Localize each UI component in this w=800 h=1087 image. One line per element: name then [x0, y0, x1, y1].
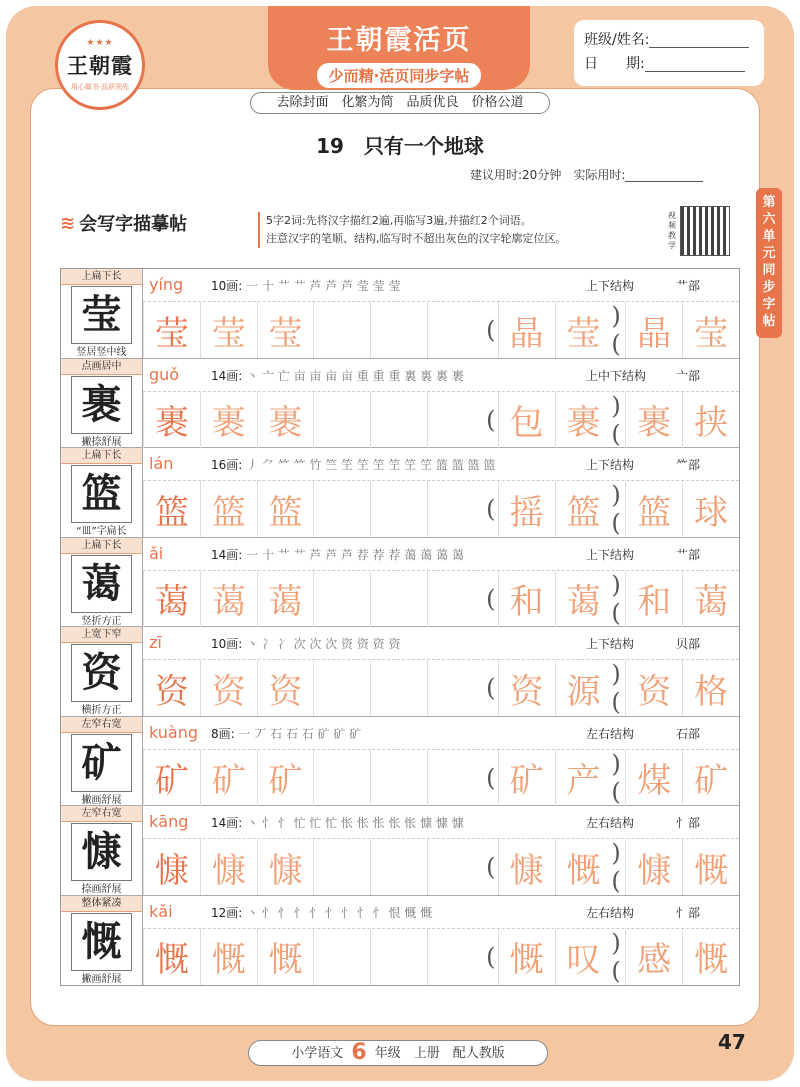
practice-cells [143, 659, 739, 716]
write-cell[interactable] [370, 660, 427, 716]
pinyin: guǒ [149, 364, 180, 384]
structure: 上下结构 [586, 547, 635, 562]
stroke-sequence: 丶 忄 忄 忄 忄 忄 忄 忄 忄 恨 慨 慨 [246, 905, 433, 920]
trace-cell[interactable]: 莹 [257, 302, 314, 358]
trace-cell[interactable]: 蔼 [143, 571, 200, 627]
qr-code-icon[interactable] [680, 206, 730, 256]
time-label: 建议用时:20分钟 实际用时: [470, 168, 626, 182]
tip-top: 上扁下长 [61, 448, 142, 464]
trace-cell[interactable]: 裹 [200, 392, 257, 448]
tip-top: 点画居中 [61, 359, 142, 375]
tip-bottom: 撇画舒展 [81, 794, 122, 806]
tip-top: 上扁下长 [61, 269, 142, 285]
pinyin: zī [149, 633, 162, 652]
trace-cell[interactable]: 莹 [200, 302, 257, 358]
char-guide [61, 448, 143, 537]
structure: 上下结构 [586, 279, 635, 293]
trace-cell[interactable]: 篮 [257, 481, 314, 537]
word-cell[interactable]: 慨 [682, 929, 739, 985]
stroke-info [211, 814, 741, 831]
trace-cell[interactable]: 慨 [143, 929, 200, 985]
word-cell[interactable]: 源 [555, 660, 612, 716]
word-cell[interactable]: 资 [498, 660, 555, 716]
radical: 艹部 [676, 547, 701, 562]
paren: ( [486, 853, 496, 881]
pinyin: kuàng [149, 722, 199, 742]
trace-cell[interactable]: 资 [143, 660, 200, 716]
stroke-count: 8画: [211, 726, 235, 741]
write-cell[interactable] [370, 571, 427, 627]
word-cell[interactable]: 包 [498, 392, 555, 448]
brand-subtitle: 少而精·活页同步字帖 [317, 63, 482, 88]
paren: )( [611, 302, 621, 358]
word-cell[interactable]: 裹 [625, 392, 682, 448]
stroke-info [211, 904, 741, 921]
footer-grade-label: 年级 上册 配人教版 [374, 1046, 505, 1061]
trace-cell[interactable]: 裹 [257, 392, 314, 448]
model-char: 莹 [71, 286, 132, 344]
stroke-count: 10画: [211, 637, 243, 651]
paren: ( [486, 942, 496, 971]
table-row [61, 806, 739, 896]
paren: )( [611, 749, 621, 806]
footer-subject: 小学语文 [291, 1046, 344, 1061]
paren: ( [486, 316, 496, 344]
model-char: 蔼 [71, 555, 132, 613]
write-cell[interactable] [313, 929, 370, 985]
write-cell[interactable] [427, 929, 484, 985]
paren: )( [611, 660, 621, 716]
write-cell[interactable] [370, 929, 427, 985]
logo [55, 20, 145, 110]
tip-top: 上扁下长 [61, 538, 142, 554]
trace-cell[interactable]: 矿 [257, 750, 314, 806]
write-cell[interactable] [370, 481, 427, 537]
write-cell[interactable] [427, 839, 484, 895]
paren: )( [611, 839, 621, 895]
trace-cell[interactable]: 慨 [257, 929, 314, 985]
pinyin: lán [149, 454, 174, 473]
trace-cell[interactable]: 慷 [143, 839, 200, 895]
date-label: 日 期: [584, 56, 645, 72]
model-char: 篮 [71, 465, 132, 523]
word-cell[interactable]: 叹 [555, 929, 612, 985]
side-tab: 第六单元同步字帖 [756, 188, 782, 338]
stroke-sequence: 一 十 艹 艹 芦 芦 芦 莹 莹 莹 [246, 279, 401, 293]
pinyin: kāng [149, 812, 189, 831]
char-guide [61, 269, 143, 358]
structure: 左右结构 [586, 905, 635, 920]
tip-bottom: 竖居竖中线 [76, 347, 127, 358]
instruction-line-2: 注意汉字的笔顺、结构,临写时不超出灰色的汉字轮廓定位区。 [266, 232, 567, 245]
write-cell[interactable] [427, 571, 484, 627]
section-title: 会写字描摹帖 [79, 214, 188, 235]
table-row [61, 269, 739, 359]
trace-cell[interactable]: 慷 [200, 839, 257, 895]
stroke-info [211, 277, 741, 294]
word-cell[interactable]: 格 [682, 660, 739, 716]
structure: 左右结构 [586, 726, 635, 741]
stroke-count: 14画: [211, 368, 243, 383]
write-cell[interactable] [313, 481, 370, 537]
footer-bar [248, 1040, 548, 1066]
write-cell[interactable] [313, 750, 370, 806]
char-guide [61, 717, 143, 806]
word-cell[interactable]: 慨 [498, 929, 555, 985]
table-row [61, 359, 739, 449]
stroke-sequence: 一 十 艹 艹 芦 芦 芦 荐 荐 荐 蔼 蔼 蔼 蔼 [246, 547, 464, 562]
practice-cells [143, 749, 739, 806]
tip-bottom: 竖折方正 [81, 615, 122, 627]
structure: 上下结构 [586, 458, 635, 472]
practice-cells [143, 301, 739, 358]
trace-cell[interactable]: 裹 [143, 392, 200, 448]
word-cell[interactable]: 和 [625, 571, 682, 627]
radical: 贝部 [676, 637, 701, 651]
table-row [61, 448, 739, 538]
qr-label: 视频教学 [668, 211, 676, 250]
practice-cells [143, 838, 739, 895]
word-cell[interactable]: 莹 [682, 302, 739, 358]
char-guide [61, 896, 143, 986]
paren: )( [611, 570, 621, 627]
word-cell[interactable]: 慷 [625, 839, 682, 895]
model-char: 慷 [71, 823, 132, 881]
stroke-sequence: 丶 亠 亡 亩 亩 亩 亩 重 重 重 裏 裏 裏 裹 [246, 368, 464, 383]
instruction-line-1: 5字2词:先将汉字描红2遍,再临写3遍,并描红2个词语。 [266, 214, 532, 227]
page-number: 47 [718, 1030, 746, 1054]
pinyin: kǎi [149, 901, 173, 921]
tip-top: 整体紧凑 [61, 896, 142, 912]
stroke-sequence: 丶 忄 忄 忙 忙 忙 怅 怅 怅 怅 怅 慷 慷 慷 [246, 816, 464, 830]
word-cell[interactable]: 篮 [625, 481, 682, 537]
tip-bottom: 横折方正 [81, 705, 122, 716]
write-cell[interactable] [313, 392, 370, 448]
word-cell[interactable]: 煤 [625, 750, 682, 806]
practice-cells [143, 570, 739, 627]
stroke-count: 14画: [211, 547, 243, 562]
write-cell[interactable] [427, 392, 484, 448]
model-char: 矿 [71, 734, 132, 792]
write-cell[interactable] [427, 660, 484, 716]
word-cell[interactable]: 晶 [625, 302, 682, 358]
char-guide [61, 627, 143, 716]
stroke-info [211, 725, 741, 742]
word-cell[interactable]: 和 [498, 571, 555, 627]
model-char: 裹 [71, 376, 132, 434]
word-cell[interactable]: 矿 [498, 750, 555, 806]
char-guide [61, 359, 143, 448]
pinyin: ǎi [149, 543, 164, 563]
word-cell[interactable]: 慨 [555, 839, 612, 895]
write-cell[interactable] [427, 302, 484, 358]
date-blank[interactable] [645, 56, 745, 72]
paren: )( [611, 481, 621, 537]
class-label: 班级/姓名: [584, 32, 650, 48]
stroke-info [211, 456, 741, 473]
stroke-info [211, 546, 741, 563]
paren: )( [611, 928, 621, 985]
paren: ( [486, 674, 496, 702]
trace-cell[interactable]: 蔼 [257, 571, 314, 627]
tip-bottom: 捺画舒展 [81, 884, 122, 895]
word-cell[interactable]: 矿 [682, 750, 739, 806]
table-row [61, 896, 739, 986]
paren: ( [486, 763, 496, 792]
tip-bottom: “皿”字扁长 [76, 526, 127, 537]
radical: 艹部 [676, 279, 701, 293]
stroke-sequence: 丶 冫 冫 次 次 次 资 资 资 资 [246, 637, 401, 651]
tip-top: 左窄右宽 [61, 806, 142, 822]
stroke-info [211, 635, 741, 652]
structure: 左右结构 [586, 816, 635, 830]
footer-grade: 6 [351, 1040, 367, 1065]
logo-text: 王朝霞 [67, 53, 133, 78]
write-cell[interactable] [427, 481, 484, 537]
star-icon: ★★★ [86, 38, 114, 48]
stroke-sequence: 丿 ⺈ ⺮ ⺮ 竹 竺 笁 笁 笁 笁 笁 笁 篮 篮 篮 篮 [246, 458, 496, 472]
stroke-info [211, 367, 741, 384]
write-cell[interactable] [370, 750, 427, 806]
radical: 忄部 [676, 905, 701, 920]
write-cell[interactable] [370, 392, 427, 448]
section-header [60, 210, 187, 236]
model-char: 慨 [71, 913, 132, 971]
time-bar [470, 166, 703, 183]
word-cell[interactable]: 球 [682, 481, 739, 537]
stroke-count: 14画: [211, 816, 243, 830]
trace-cell[interactable]: 资 [257, 660, 314, 716]
lesson-title: 19 只有一个地球 [316, 134, 484, 158]
word-cell[interactable]: 资 [625, 660, 682, 716]
table-row [61, 627, 739, 717]
trace-cell[interactable]: 蔼 [200, 571, 257, 627]
tip-top: 左窄右宽 [61, 717, 142, 733]
word-cell[interactable]: 篮 [555, 481, 612, 537]
radical: ⺮部 [676, 458, 701, 472]
trace-cell[interactable]: 莹 [143, 302, 200, 358]
trace-cell[interactable]: 慷 [257, 839, 314, 895]
class-name-blank[interactable] [649, 32, 749, 48]
radical: 亠部 [676, 368, 701, 383]
slogan: 去除封面 化繁为简 品质优良 价格公道 [250, 92, 550, 114]
trace-cell[interactable]: 慨 [200, 929, 257, 985]
word-cell[interactable]: 产 [555, 750, 612, 806]
trace-cell[interactable]: 篮 [200, 481, 257, 537]
structure: 上中下结构 [586, 368, 647, 383]
brand-title: 王朝霞活页 [326, 25, 472, 56]
tip-bottom: 撇捺舒展 [81, 436, 122, 448]
practice-cells [143, 928, 739, 985]
write-cell[interactable] [370, 302, 427, 358]
practice-table [60, 268, 740, 986]
trace-cell[interactable]: 矿 [200, 750, 257, 806]
qr-block[interactable] [668, 206, 738, 256]
char-guide [61, 538, 143, 627]
stroke-count: 10画: [211, 279, 243, 293]
word-cell[interactable]: 裹 [555, 392, 612, 448]
word-cell[interactable]: 感 [625, 929, 682, 985]
stroke-count: 12画: [211, 905, 243, 920]
structure: 上下结构 [586, 637, 635, 651]
wave-icon: ≋ [60, 212, 76, 234]
word-cell[interactable]: 莹 [555, 302, 612, 358]
stroke-count: 16画: [211, 458, 243, 472]
write-cell[interactable] [313, 571, 370, 627]
radical: 忄部 [676, 816, 701, 830]
word-cell[interactable]: 蔼 [682, 571, 739, 627]
write-cell[interactable] [427, 750, 484, 806]
write-cell[interactable] [313, 660, 370, 716]
table-row [61, 717, 739, 807]
actual-time-blank[interactable] [625, 170, 703, 182]
trace-cell[interactable]: 篮 [143, 481, 200, 537]
write-cell[interactable] [370, 839, 427, 895]
stroke-sequence: 一 丆 石 石 石 矿 矿 矿 [238, 726, 362, 741]
word-cell[interactable]: 晶 [498, 302, 555, 358]
word-cell[interactable]: 摇 [498, 481, 555, 537]
paren: ( [486, 495, 496, 523]
model-char: 资 [71, 644, 132, 702]
name-box [574, 20, 764, 86]
table-row [61, 538, 739, 628]
tip-top: 上宽下窄 [61, 627, 142, 643]
word-cell[interactable]: 慷 [498, 839, 555, 895]
paren: ( [486, 405, 496, 434]
practice-cells [143, 391, 739, 448]
paren: )( [611, 391, 621, 448]
brand-banner [268, 6, 530, 90]
trace-cell[interactable]: 矿 [143, 750, 200, 806]
trace-cell[interactable]: 资 [200, 660, 257, 716]
write-cell[interactable] [313, 302, 370, 358]
radical: 石部 [676, 726, 701, 741]
char-guide [61, 806, 143, 895]
practice-cells [143, 480, 739, 537]
word-cell[interactable]: 蔼 [555, 571, 612, 627]
word-cell[interactable]: 慨 [682, 839, 739, 895]
tip-bottom: 撇画舒展 [81, 973, 122, 985]
paren: ( [486, 584, 496, 613]
instructions [258, 212, 567, 248]
logo-subtitle: 用心做书·品质领先 [70, 83, 130, 91]
word-cell[interactable]: 挟 [682, 392, 739, 448]
write-cell[interactable] [313, 839, 370, 895]
pinyin: yíng [149, 275, 184, 294]
